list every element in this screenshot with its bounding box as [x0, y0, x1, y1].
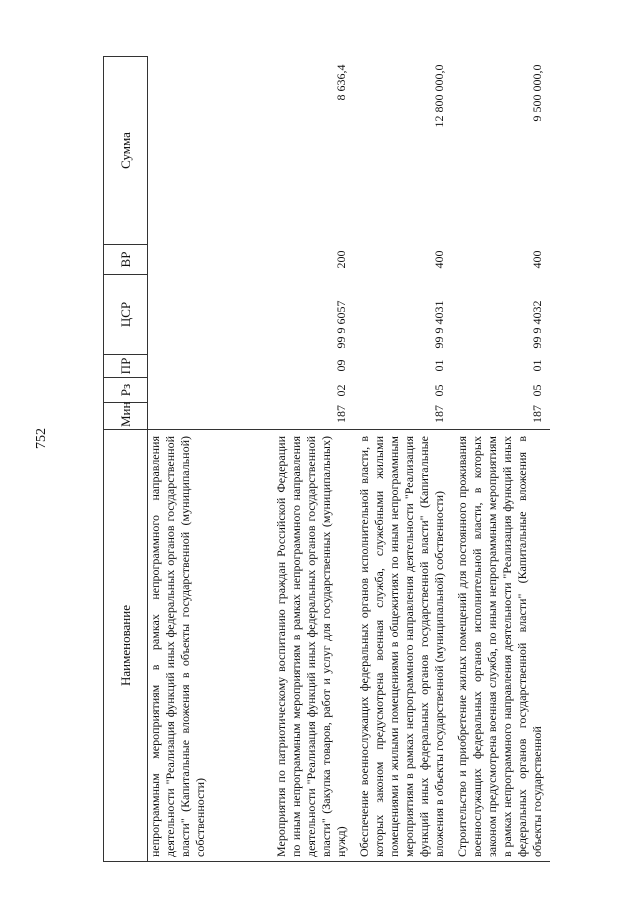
header-csr: ЦСР: [104, 275, 148, 355]
cell-min: 187: [530, 405, 544, 423]
cell-rz: 02: [334, 384, 348, 397]
cell-sum: [148, 57, 272, 245]
cell-pr: 09: [334, 359, 348, 372]
cell-vr: [148, 245, 272, 275]
cell-csr: 99 9 4032: [530, 300, 544, 349]
header-min: Мин: [104, 403, 148, 430]
cell-vr: 400: [432, 250, 446, 269]
cell-sum: 9 500 000,0: [530, 64, 544, 122]
cell-csr: 99 9 6057: [334, 300, 348, 349]
cell-min: 187: [334, 405, 348, 423]
cell-csr: 99 9 4031: [432, 300, 446, 349]
cell-sum: 12 800 000,0: [432, 64, 446, 128]
cell-name: Мероприятия по патриотическому воспитанию граждан Российской Федерации по иным непрограммным мероприятиям в рамках непрограммного направления деятельности "Реализация функций иных федеральных органов государственной власти" (Закупка товаров, работ и услуг для государственных (муниципальных) нужд): [271, 430, 354, 862]
header-vr: ВР: [104, 245, 148, 275]
cell-pr: 01: [432, 359, 446, 372]
cell-pr: [148, 355, 272, 378]
cell-name: Обеспечение военнослужащих федеральных органов исполнительной власти, в которых законом предусмотрена военная служба, служебными жилыми помещениями и жилыми помещениями в общежитиях по иным непрограммным мероприятиям в рамках непрограммного направления деятельности "Реализация функций иных федеральных органов государственной власти" (Капитальные вложения в объекты государственной (муниципальной) собственности): [354, 430, 452, 862]
header-sum: Сумма: [104, 57, 148, 245]
table-row: [354, 57, 452, 862]
table-row: [271, 57, 354, 862]
cell-rz: [148, 378, 272, 403]
budget-table-container: [103, 57, 606, 862]
cell-csr: [148, 275, 272, 355]
cell-pr: 01: [530, 359, 544, 372]
header-pr: ПР: [104, 355, 148, 378]
cell-rz: 05: [530, 384, 544, 397]
header-row: [104, 57, 148, 862]
page-number: 752: [34, 428, 49, 449]
cell-min: 187: [432, 405, 446, 423]
header-rz: Рз: [104, 378, 148, 403]
cell-name: непрограммным мероприятиям в рамках непрограммного направления деятельности "Реализация функций иных федеральных органов государственной власти" (Капитальные вложения в объекты государственной (муниципальной) собственности): [148, 430, 272, 862]
header-name: Наименование: [104, 430, 148, 862]
table-row: [452, 57, 550, 862]
cell-sum: 8 636,4: [334, 64, 348, 101]
cell-vr: 400: [530, 250, 544, 269]
cell-name: Строительство и приобретение жилых помещений для постоянного проживания военнослужащих федеральных органов исполнительной власти, в которых законом предусмотрена военная служба, по иным непрограммным мероприятиям в рамках непрограммного направления деятельности "Реализация функций иных федеральных органов государственной власти" (Капитальные вложения в объекты государственной: [452, 430, 550, 862]
cell-vr: 200: [334, 250, 348, 269]
table-row: [148, 57, 272, 862]
cell-min: [148, 403, 272, 430]
budget-table: [103, 56, 550, 862]
cell-rz: 05: [432, 384, 446, 397]
